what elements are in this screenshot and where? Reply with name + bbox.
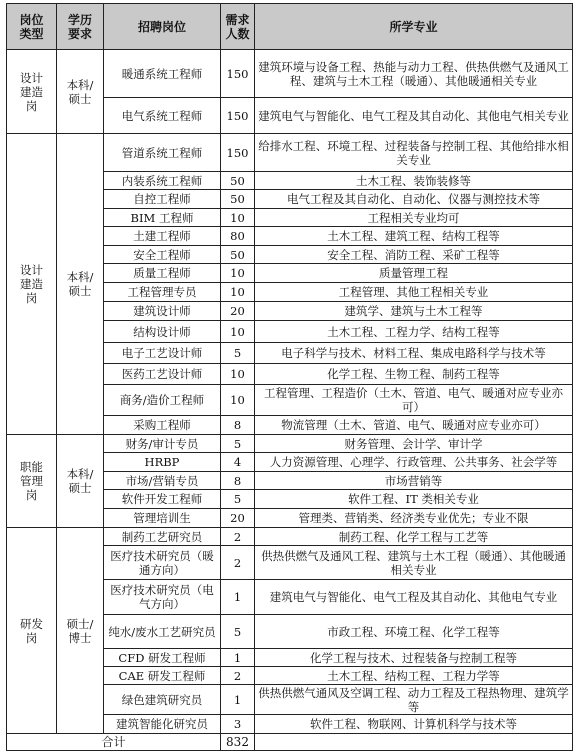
- header-count: 需求 人数: [221, 4, 255, 50]
- major-cell: 安全工程、消防工程、采矿工程等: [255, 246, 573, 264]
- major-cell: 软件工程、IT 类相关专业: [255, 490, 573, 509]
- total-row: [7, 734, 573, 751]
- count-cell: 10: [221, 385, 255, 416]
- education-cell: 本科/ 硕士: [57, 134, 104, 435]
- count-cell: 150: [221, 134, 255, 172]
- major-cell: 工程管理、工程造价（土木、管道、电气、暖通对应专业亦可）: [255, 385, 573, 416]
- major-cell: 供热供燃气通风及空调工程、动力工程及工程热物理、建筑学等: [255, 685, 573, 715]
- position-cell: 电气系统工程师: [104, 98, 221, 134]
- count-cell: 10: [221, 209, 255, 227]
- position-cell: CFD 研发工程师: [104, 649, 221, 667]
- table-row: [7, 528, 573, 546]
- education-cell: 本科/ 硕士: [57, 435, 104, 528]
- major-cell: 土木工程、结构工程、工程力学等: [255, 667, 573, 685]
- count-cell: 5: [221, 615, 255, 649]
- position-cell: 绿色建筑研究员: [104, 685, 221, 715]
- position-cell: 采购工程师: [104, 416, 221, 435]
- major-cell: 市场营销等: [255, 472, 573, 490]
- total-empty-cell: [255, 734, 573, 751]
- major-cell: 工程相关专业均可: [255, 209, 573, 227]
- count-cell: 80: [221, 227, 255, 246]
- position-cell: 暖通系统工程师: [104, 50, 221, 98]
- count-cell: 50: [221, 246, 255, 264]
- major-cell: 质量管理工程: [255, 264, 573, 283]
- position-cell: 纯水/废水工艺研究员: [104, 615, 221, 649]
- count-cell: 8: [221, 472, 255, 490]
- count-cell: 50: [221, 172, 255, 190]
- header-education: 学历 要求: [57, 4, 104, 50]
- job-type-cell: 研发 岗: [7, 528, 57, 734]
- job-type-cell: 设计 建造 岗: [7, 50, 57, 134]
- job-type-cell: 职能 管理 岗: [7, 435, 57, 528]
- major-cell: 人力资源管理、心理学、行政管理、公共事务、社会学等: [255, 453, 573, 472]
- major-cell: 土木工程、工程力学、结构工程等: [255, 321, 573, 343]
- job-type-cell: 设计 建造 岗: [7, 134, 57, 435]
- count-cell: 4: [221, 453, 255, 472]
- count-cell: 2: [221, 528, 255, 546]
- education-cell: 硕士/ 博士: [57, 528, 104, 734]
- count-cell: 20: [221, 509, 255, 528]
- position-cell: HRBP: [104, 453, 221, 472]
- major-cell: 物流管理（土木、管道、电气、暖通对应专业亦可）: [255, 416, 573, 435]
- position-cell: 财务/审计专员: [104, 435, 221, 453]
- header-major: 所学专业: [255, 4, 573, 50]
- total-label: 合计: [7, 734, 221, 751]
- major-cell: 建筑学、建筑与土木工程等: [255, 302, 573, 321]
- count-cell: 50: [221, 190, 255, 209]
- major-cell: 供热供燃气及通风工程、建筑与土木工程（暖通）、其他暖通相关专业: [255, 546, 573, 580]
- position-cell: 医疗技术研究员（暖通方向）: [104, 546, 221, 580]
- count-cell: 20: [221, 302, 255, 321]
- count-cell: 8: [221, 416, 255, 435]
- count-cell: 1: [221, 580, 255, 615]
- major-cell: 电气工程及其自动化、自动化、仪器与测控技术等: [255, 190, 573, 209]
- position-cell: 管道系统工程师: [104, 134, 221, 172]
- count-cell: 10: [221, 364, 255, 385]
- position-cell: 质量工程师: [104, 264, 221, 283]
- header-position: 招聘岗位: [104, 4, 221, 50]
- table-row: [7, 435, 573, 453]
- position-cell: 管理培训生: [104, 509, 221, 528]
- total-count: 832: [221, 734, 255, 751]
- major-cell: 制药工程、化学工程与工艺等: [255, 528, 573, 546]
- position-cell: 结构设计师: [104, 321, 221, 343]
- count-cell: 1: [221, 649, 255, 667]
- count-cell: 3: [221, 715, 255, 734]
- position-cell: 安全工程师: [104, 246, 221, 264]
- major-cell: 给排水工程、环境工程、过程装备与控制工程、其他给排水相关专业: [255, 134, 573, 172]
- position-cell: 内装系统工程师: [104, 172, 221, 190]
- count-cell: 2: [221, 546, 255, 580]
- count-cell: 150: [221, 50, 255, 98]
- position-cell: 商务/造价工程师: [104, 385, 221, 416]
- table-row: [7, 134, 573, 172]
- count-cell: 10: [221, 321, 255, 343]
- major-cell: 土木工程、装饰装修等: [255, 172, 573, 190]
- count-cell: 5: [221, 343, 255, 364]
- position-cell: BIM 工程师: [104, 209, 221, 227]
- position-cell: CAE 研发工程师: [104, 667, 221, 685]
- count-cell: 150: [221, 98, 255, 134]
- position-cell: 电子工艺设计师: [104, 343, 221, 364]
- major-cell: 化学工程与技术、过程装备与控制工程等: [255, 649, 573, 667]
- major-cell: 电子科学与技术、材料工程、集成电路科学与技术等: [255, 343, 573, 364]
- header-row: [7, 4, 573, 50]
- major-cell: 化学工程、生物工程、制药工程等: [255, 364, 573, 385]
- count-cell: 10: [221, 264, 255, 283]
- major-cell: 市政工程、环境工程、化学工程等: [255, 615, 573, 649]
- count-cell: 10: [221, 283, 255, 302]
- position-cell: 土建工程师: [104, 227, 221, 246]
- count-cell: 1: [221, 685, 255, 715]
- major-cell: 软件工程、物联网、计算机科学与技术等: [255, 715, 573, 734]
- count-cell: 5: [221, 435, 255, 453]
- position-cell: 医药工艺设计师: [104, 364, 221, 385]
- major-cell: 财务管理、会计学、审计学: [255, 435, 573, 453]
- position-cell: 医疗技术研究员（电气方向）: [104, 580, 221, 615]
- count-cell: 5: [221, 490, 255, 509]
- position-cell: 建筑智能化研究员: [104, 715, 221, 734]
- position-cell: 工程管理专员: [104, 283, 221, 302]
- education-cell: 本科/ 硕士: [57, 50, 104, 134]
- position-cell: 市场/营销专员: [104, 472, 221, 490]
- major-cell: 土木工程、建筑工程、结构工程等: [255, 227, 573, 246]
- major-cell: 工程管理、其他工程相关专业: [255, 283, 573, 302]
- position-cell: 制药工艺研究员: [104, 528, 221, 546]
- header-type: 岗位 类型: [7, 4, 57, 50]
- table-row: [7, 50, 573, 98]
- major-cell: 建筑电气与智能化、电气工程及其自动化、其他电气专业: [255, 580, 573, 615]
- position-cell: 软件开发工程师: [104, 490, 221, 509]
- position-cell: 自控工程师: [104, 190, 221, 209]
- recruitment-table: [6, 3, 573, 751]
- major-cell: 建筑电气与智能化、电气工程及其自动化、其他电气相关专业: [255, 98, 573, 134]
- major-cell: 建筑环境与设备工程、热能与动力工程、供热供燃气及通风工程、建筑与土木工程（暖通）、其他暖通相关专业: [255, 50, 573, 98]
- position-cell: 建筑设计师: [104, 302, 221, 321]
- major-cell: 管理类、营销类、经济类专业优先；专业不限: [255, 509, 573, 528]
- count-cell: 2: [221, 667, 255, 685]
